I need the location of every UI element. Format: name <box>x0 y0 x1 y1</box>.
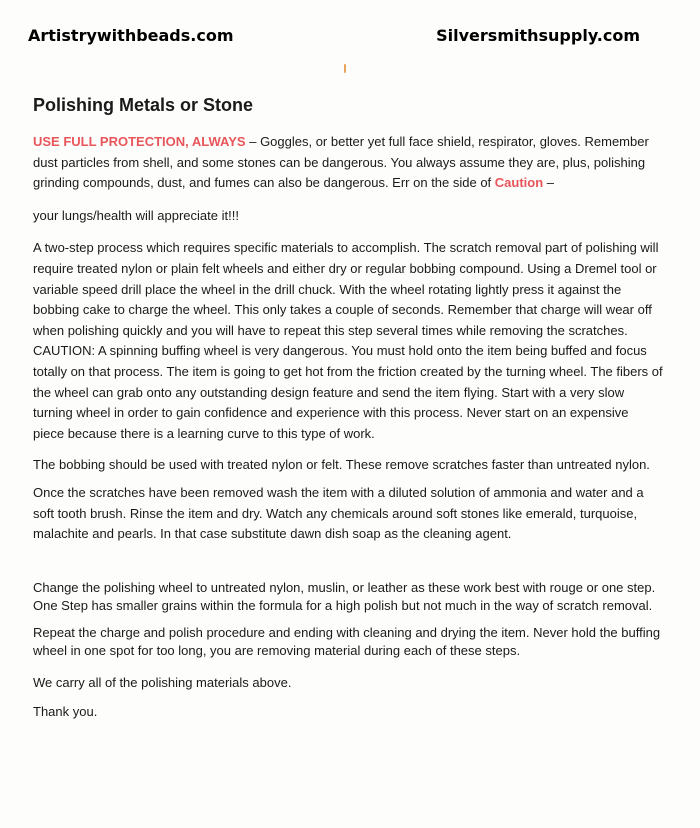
change-wheel-paragraph: Change the polishing wheel to untreated nylon, muslin, or leather as these work best with rouge or one step. One Step has smaller grains within the formula for a high polish but not much in the way of scratch removal. <box>33 579 656 614</box>
intro-dash: – <box>543 175 555 191</box>
header-site-right: Silversmithsupply.com <box>436 26 640 45</box>
lungs-paragraph: your lungs/health will appreciate it!!! <box>33 207 239 223</box>
carry-paragraph: We carry all of the polishing materials above. <box>33 675 292 691</box>
bobbing-paragraph: The bobbing should be used with treated nylon or felt. These remove scratches faster than untreated nylon. <box>33 457 650 473</box>
paper-speck <box>344 64 346 73</box>
page-title: Polishing Metals or Stone <box>33 95 254 115</box>
process-paragraph: A two-step process which requires specific materials to accomplish. The scratch removal part of polishing will require treated nylon or plain felt wheels and either dry or regular bobbing compound. Using a Dremel tool or variable speed drill place the wheel in the drill chuck. With the wheel rotating lightly press it against the bobbing cake to charge the wheel. This only takes a couple of seconds. Remember that charge will wear off when polishing quickly and you will have to repeat this step several times while removing the scratches. CAUTION: A spinning buffing wheel is very dangerous. You must hold onto the item being buffed and focus totally on that process. The item is going to get hot from the friction created by the turning wheel. The fibers of the wheel can grab onto any outstanding design feature and send the item flying. Start with a very slow turning wheel in order to gain confidence and experience with this process. Never start on an expensive piece because there is a learning curve to this type of work. <box>33 240 663 441</box>
washing-paragraph: Once the scratches have been removed wash the item with a diluted solution of ammonia and water and a soft tooth brush. Rinse the item and dry. Watch any chemicals around soft stones like emerald, turquoise, malachite and pearls. In that case substitute dawn dish soap as the cleaning agent. <box>33 484 644 542</box>
thanks-paragraph: Thank you. <box>33 703 98 719</box>
document-body <box>33 95 663 722</box>
caution-text: Caution <box>494 175 544 191</box>
intro-paragraph <box>33 132 663 194</box>
warning-text: USE FULL PROTECTION, ALWAYS <box>33 134 246 149</box>
intro-text: – Goggles, or better yet full face shield, respirator, gloves. Remember dust particles from shell, and some stones can be dangerous. You always assume they are, plus, polishing grinding compounds, dust, and fumes can also be dangerous. Err on the side of <box>33 134 649 191</box>
header-site-left: Artistrywithbeads.com <box>28 26 234 45</box>
repeat-paragraph: Repeat the charge and polish procedure and ending with cleaning and drying the item. Never hold the buffing wheel in one spot for too long, you are removing material during each of these steps. <box>33 624 661 659</box>
